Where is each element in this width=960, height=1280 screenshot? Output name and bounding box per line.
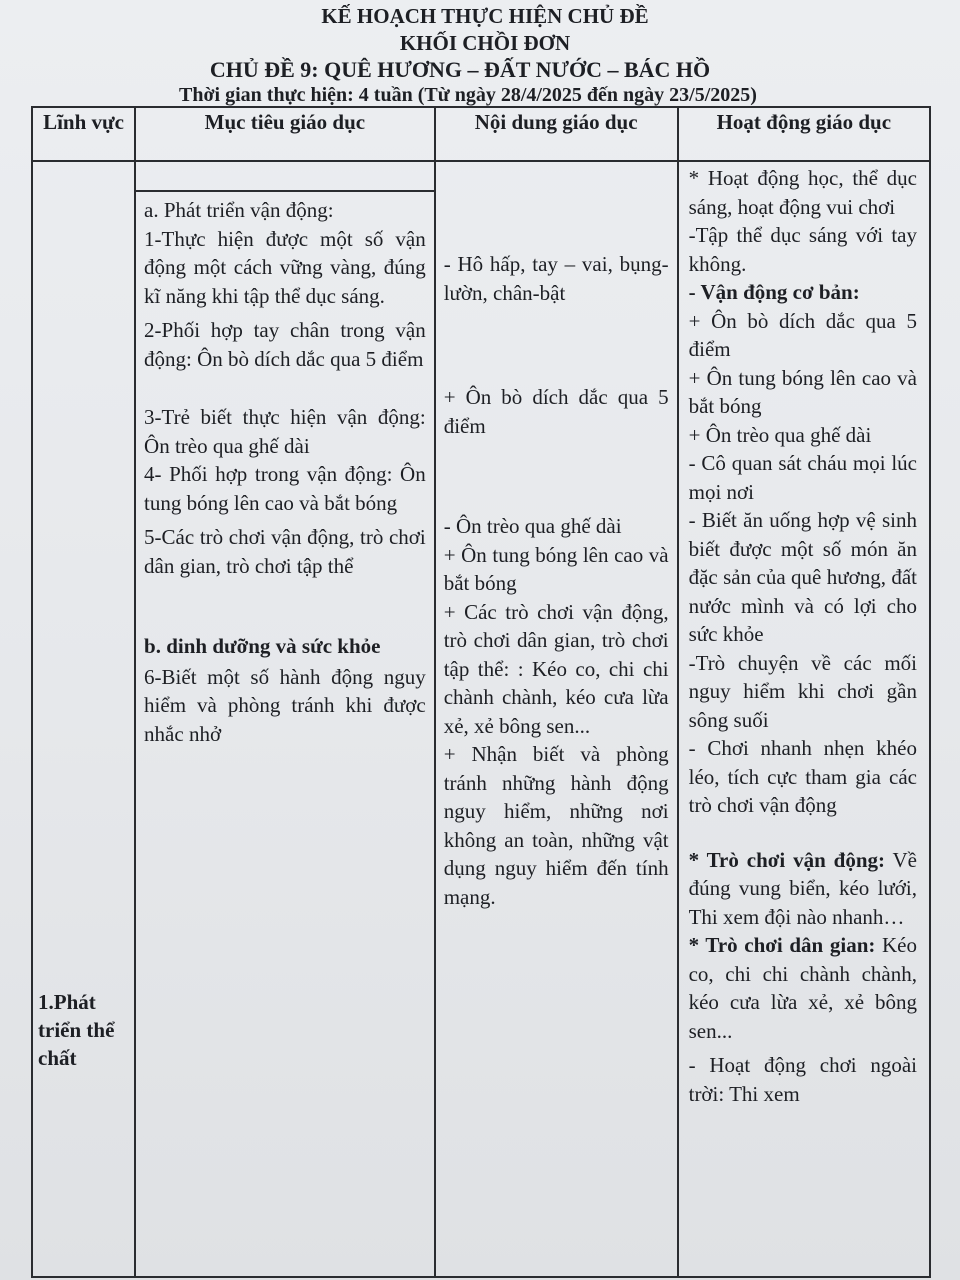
activity-11-text: Về đúng vung biển, kéo lưới, Thi xem đội nào nhanh… [688, 847, 918, 929]
header-domain: Lĩnh vực [32, 107, 135, 161]
goal-2: 2-Phối hợp tay chân trong vận động: Ôn bò dích dắc qua 5 điểm [144, 318, 426, 371]
content-3: - Ôn trèo qua ghế dài [443, 514, 622, 538]
goals-spacer [136, 162, 434, 192]
goal-6: 6-Biết một số hành động nguy hiểm và phòng tránh khi được nhắc nhở [144, 664, 426, 746]
activity-11 [689, 846, 917, 932]
activity-13: - Hoạt động chơi ngoài trời: Thi xem [688, 1053, 917, 1106]
goal-1: 1-Thực hiện được một số vận động một cách vững vàng, đúng kĩ năng khi tập thể dục sáng. [144, 226, 426, 308]
goal-5: 5-Các trò chơi vận động, trò chơi dân gian, trò chơi tập thể [144, 525, 426, 578]
activity-6: + Ôn trèo qua ghế dài [688, 422, 872, 447]
activity-2: -Tập thể dục sáng với tay không. [688, 223, 917, 276]
activities-cell [678, 161, 930, 1277]
goal-section-b: b. dinh dưỡng và sức khỏe [144, 634, 381, 658]
domain-label: 1.Phát triển thể chất [38, 990, 115, 1070]
activity-3: - Vận động cơ bản: [688, 280, 860, 304]
plan-table [31, 106, 931, 1278]
header-content: Nội dung giáo dục [435, 107, 678, 161]
activity-1: * Hoạt động học, thể dục sáng, hoạt động vui chơi [688, 166, 917, 219]
activity-8: - Biết ăn uống hợp vệ sinh biết được một số món ăn đặc sản của quê hương, đất nước mình và có lợi cho sức khỏe [688, 508, 917, 646]
activity-10: - Chơi nhanh nhẹn khéo léo, tích cực tham gia các trò chơi vận động [688, 736, 917, 817]
doc-class: KHỐI CHỒI ĐƠN [399, 31, 571, 55]
doc-topic: CHỦ ĐỀ 9: QUÊ HƯƠNG – ĐẤT NƯỚC – BÁC HỒ [209, 57, 711, 82]
activity-11-label: * Trò chơi vận động: [688, 847, 886, 872]
doc-title: KẾ HOẠCH THỰC HIỆN CHỦ ĐỀ [321, 4, 649, 28]
domain-cell [32, 161, 135, 1277]
activity-9: -Trò chuyện về các mối nguy hiểm khi chơi gần sông suối [688, 650, 917, 732]
table-header-row [32, 107, 930, 161]
goal-4: 4- Phối hợp trong vận động: Ôn tung bóng lên cao và bắt bóng [144, 462, 426, 515]
doc-duration: Thời gian thực hiện: 4 tuần (Từ ngày 28/4/2025 đến ngày 23/5/2025) [179, 84, 757, 106]
content-1: - Hô hấp, tay – vai, bụng-lườn, chân-bật [443, 252, 669, 305]
content-2: + Ôn bò dích dắc qua 5 điểm [443, 385, 669, 438]
activity-12 [689, 931, 917, 1045]
content-6: + Nhận biết và phòng tránh những hành động nguy hiểm, những nơi không an toàn, những vật dụng nguy hiểm đến tính mạng. [443, 742, 669, 909]
goal-section-a: a. Phát triển vận động: [144, 198, 334, 222]
activity-7: - Cô quan sát cháu mọi lúc mọi nơi [688, 451, 917, 504]
goals-cell [135, 161, 435, 1277]
header-goals: Mục tiêu giáo dục [135, 107, 435, 161]
header-activities: Hoạt động giáo dục [678, 107, 930, 161]
content-cell [435, 161, 678, 1277]
content-4: + Ôn tung bóng lên cao và bắt bóng [443, 542, 669, 595]
activity-12-label: * Trò chơi dân gian: [688, 933, 876, 957]
goal-3: 3-Trẻ biết thực hiện vận động: Ôn trèo qua ghế dài [144, 405, 426, 458]
content-5: + Các trò chơi vận động, trò chơi dân gian, trò chơi tập thể: : Kéo co, chi chi chành chành, kéo cưa lừa xẻ, xẻ bông sen... [443, 599, 669, 738]
activity-5: + Ôn tung bóng lên cao và bắt bóng [688, 365, 917, 418]
table-row [32, 161, 930, 1277]
activity-12-text: Kéo co, chi chi chành chành, kéo cưa lừa xẻ, xẻ bông sen... [688, 933, 917, 1043]
activity-4: + Ôn bò dích dắc qua 5 điểm [688, 308, 917, 361]
